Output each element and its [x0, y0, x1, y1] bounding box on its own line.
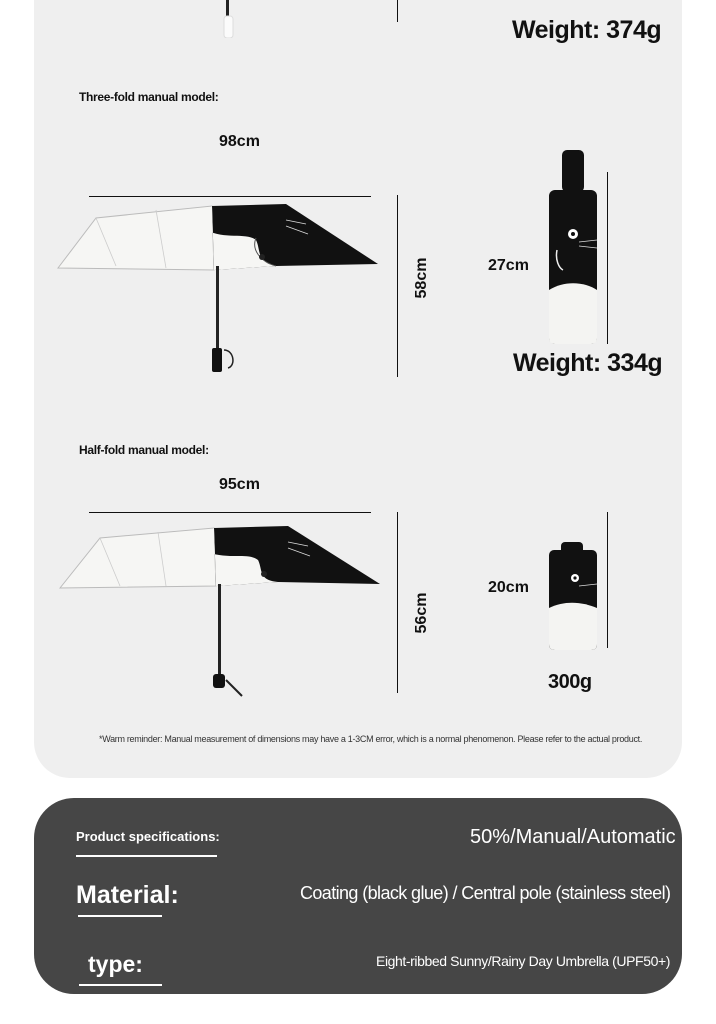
three-fold-title: Three-fold manual model:	[79, 90, 219, 104]
three-fold-umbrella-folded-image	[545, 150, 601, 346]
three-fold-weight: Weight: 334g	[513, 349, 663, 377]
material-label: Material:	[76, 881, 179, 909]
type-label: type:	[88, 951, 143, 977]
three-fold-width-line	[89, 196, 371, 197]
top-weight: Weight: 374g	[512, 16, 662, 44]
half-fold-umbrella-open-image	[58, 520, 384, 700]
three-fold-folded-length: 27cm	[488, 257, 529, 274]
type-underline	[79, 984, 162, 986]
product-spec-underline	[76, 855, 217, 857]
half-fold-title: Half-fold manual model:	[79, 443, 209, 457]
half-fold-folded-length: 20cm	[488, 579, 529, 596]
half-fold-height: 56cm	[413, 592, 430, 634]
three-fold-width: 98cm	[219, 133, 260, 150]
type-value: Eight-ribbed Sunny/Rainy Day Umbrella (UPF50+)	[376, 953, 671, 969]
three-fold-umbrella-open-image	[56, 200, 382, 378]
three-fold-length-line	[607, 172, 608, 344]
half-fold-weight: 300g	[548, 671, 592, 693]
top-height-line	[397, 0, 398, 22]
product-spec-label: Product specifications:	[76, 829, 220, 844]
half-fold-length-line	[607, 512, 608, 648]
warm-reminder: *Warm reminder: Manual measurement of dimensions may have a 1-3CM error, which is a normal phenomenon. Please refer to the actual product.	[99, 734, 643, 744]
product-spec-value: 50%/Manual/Automatic	[470, 826, 676, 848]
half-fold-width: 95cm	[219, 476, 260, 493]
material-value: Coating (black glue) / Central pole (stainless steel)	[300, 883, 671, 903]
three-fold-height: 58cm	[413, 257, 430, 299]
material-underline	[78, 915, 162, 917]
half-fold-umbrella-folded-image	[547, 542, 599, 652]
top-umbrella-handle-image	[222, 0, 236, 38]
half-fold-width-line	[89, 512, 371, 513]
